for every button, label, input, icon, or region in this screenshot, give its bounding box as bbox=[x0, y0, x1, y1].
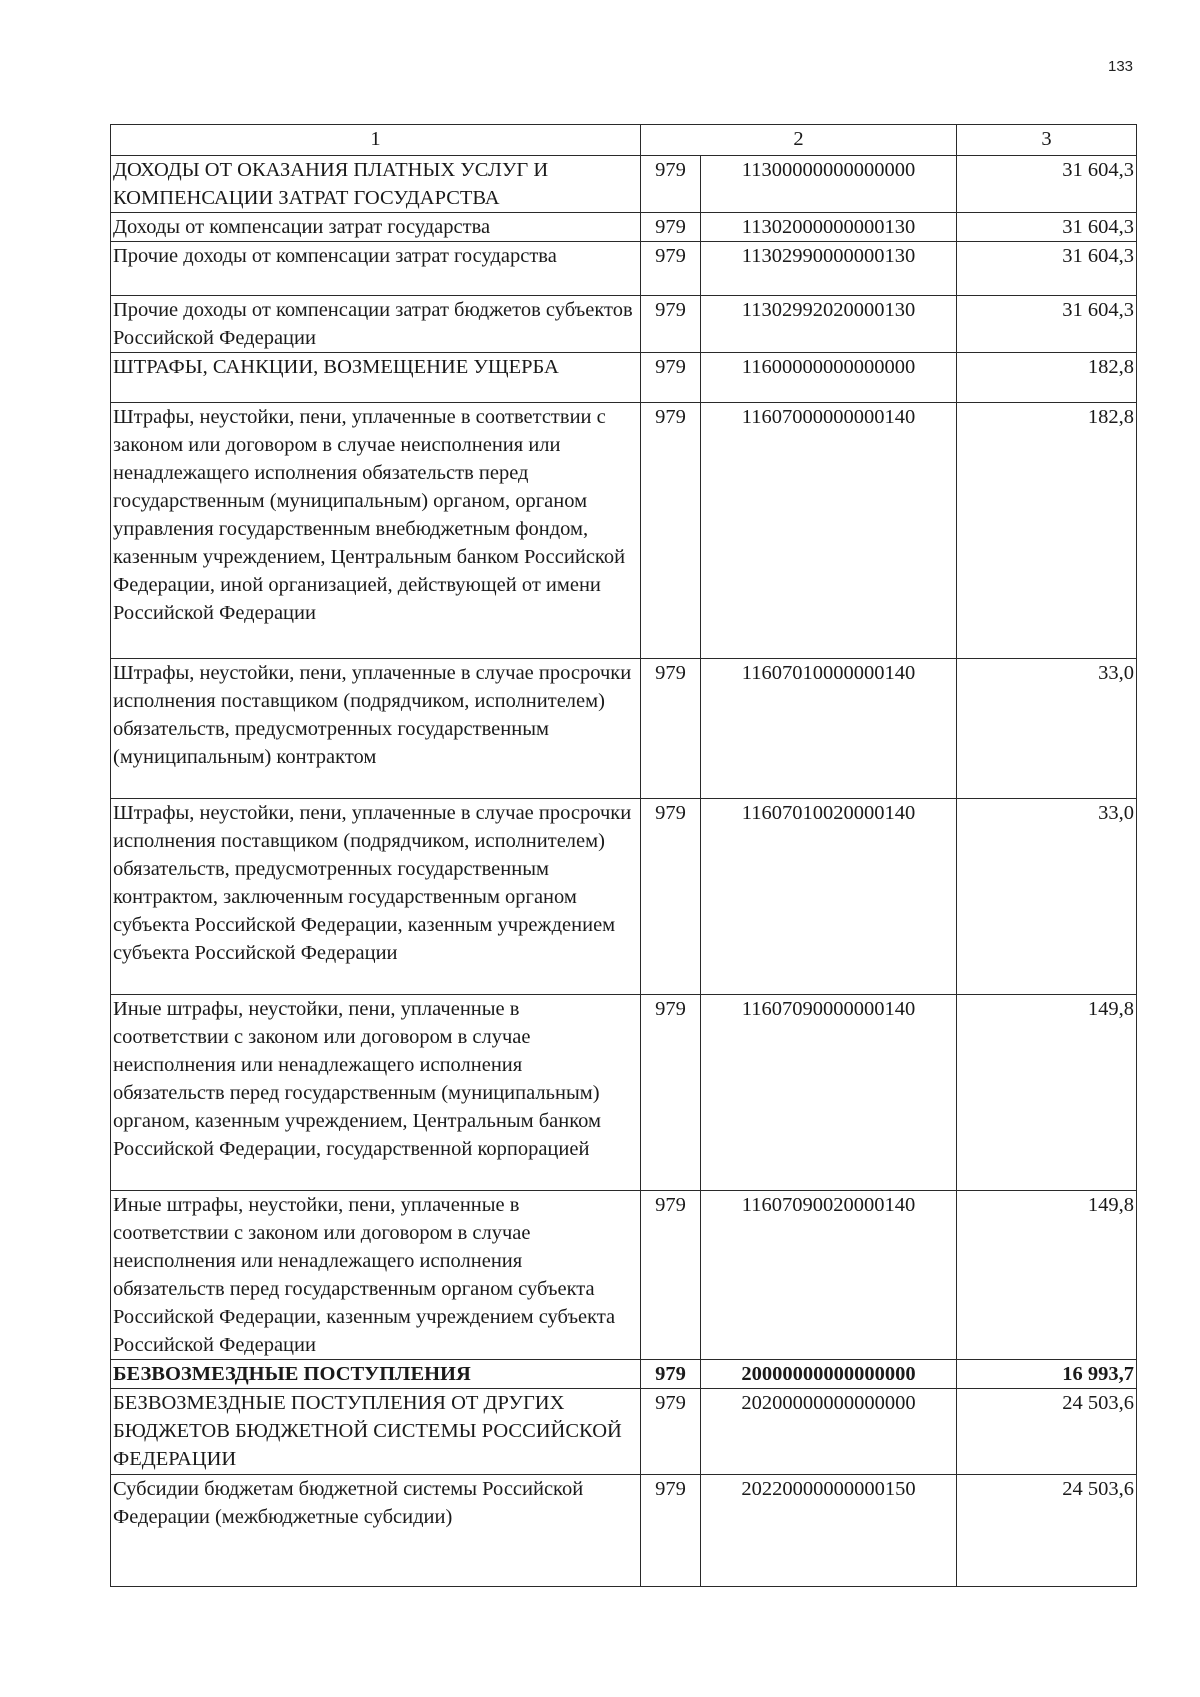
row-name: Иные штрафы, неустойки, пени, уплаченные в соответствии с законом или договором в случае неисполнения или ненадлежащего исполнения обязательств перед государственным органом субъекта Российской Федерации, казенным учреждением субъекта Российской Федерации bbox=[111, 1191, 641, 1360]
header-col-2: 2 bbox=[641, 125, 957, 156]
row-name: Прочие доходы от компенсации затрат государства bbox=[111, 242, 641, 296]
row-name: БЕЗВОЗМЕЗДНЫЕ ПОСТУПЛЕНИЯ ОТ ДРУГИХ БЮДЖЕТОВ БЮДЖЕТНОЙ СИСТЕМЫ РОССИЙСКОЙ ФЕДЕРАЦИИ bbox=[111, 1389, 641, 1475]
table-row bbox=[111, 213, 1137, 242]
row-admin-code: 979 bbox=[641, 1360, 701, 1389]
row-budget-code: 11600000000000000 bbox=[701, 353, 957, 403]
row-admin-code: 979 bbox=[641, 353, 701, 403]
row-name: Штрафы, неустойки, пени, уплаченные в случае просрочки исполнения поставщиком (подрядчиком, исполнителем) обязательств, предусмотренных государственным контрактом, заключенным государственным органом субъекта Российской Федерации, казенным учреждением субъекта Российской Федерации bbox=[111, 799, 641, 995]
table-row bbox=[111, 296, 1137, 353]
row-name: ШТРАФЫ, САНКЦИИ, ВОЗМЕЩЕНИЕ УЩЕРБА bbox=[111, 353, 641, 403]
row-admin-code: 979 bbox=[641, 1389, 701, 1475]
table-row bbox=[111, 995, 1137, 1191]
row-name: Прочие доходы от компенсации затрат бюджетов субъектов Российской Федерации bbox=[111, 296, 641, 353]
row-amount: 31 604,3 bbox=[957, 156, 1137, 213]
row-budget-code: 11300000000000000 bbox=[701, 156, 957, 213]
row-amount: 182,8 bbox=[957, 353, 1137, 403]
table-row bbox=[111, 1191, 1137, 1360]
row-amount: 33,0 bbox=[957, 659, 1137, 799]
page-number: 133 bbox=[1108, 58, 1134, 75]
row-budget-code: 11302990000000130 bbox=[701, 242, 957, 296]
row-name: Штрафы, неустойки, пени, уплаченные в соответствии с законом или договором в случае неисполнения или ненадлежащего исполнения обязательств перед государственным (муниципальным) органом, органом управления государственным внебюджетным фондом, казенным учреждением, Центральным банком Российской Федерации, иной организацией, действующей от имени Российской Федерации bbox=[111, 403, 641, 659]
table-row bbox=[111, 242, 1137, 296]
table-row bbox=[111, 659, 1137, 799]
row-admin-code: 979 bbox=[641, 799, 701, 995]
row-admin-code: 979 bbox=[641, 242, 701, 296]
row-amount: 24 503,6 bbox=[957, 1475, 1137, 1587]
table-row bbox=[111, 353, 1137, 403]
table-header-row bbox=[111, 125, 1137, 156]
row-name: Субсидии бюджетам бюджетной системы Российской Федерации (межбюджетные субсидии) bbox=[111, 1475, 641, 1587]
row-amount: 182,8 bbox=[957, 403, 1137, 659]
row-admin-code: 979 bbox=[641, 213, 701, 242]
row-name: Штрафы, неустойки, пени, уплаченные в случае просрочки исполнения поставщиком (подрядчиком, исполнителем) обязательств, предусмотренных государственным (муниципальным) контрактом bbox=[111, 659, 641, 799]
row-budget-code: 11607010020000140 bbox=[701, 799, 957, 995]
row-amount: 149,8 bbox=[957, 995, 1137, 1191]
row-name: Иные штрафы, неустойки, пени, уплаченные в соответствии с законом или договором в случае неисполнения или ненадлежащего исполнения обязательств перед государственным (муниципальным) органом, казенным учреждением, Центральным банком Российской Федерации, государственной корпорацией bbox=[111, 995, 641, 1191]
row-amount: 31 604,3 bbox=[957, 213, 1137, 242]
row-budget-code: 11607090000000140 bbox=[701, 995, 957, 1191]
row-budget-code: 20220000000000150 bbox=[701, 1475, 957, 1587]
table-row bbox=[111, 156, 1137, 213]
row-budget-code: 11607000000000140 bbox=[701, 403, 957, 659]
row-amount: 24 503,6 bbox=[957, 1389, 1137, 1475]
row-name: ДОХОДЫ ОТ ОКАЗАНИЯ ПЛАТНЫХ УСЛУГ И КОМПЕНСАЦИИ ЗАТРАТ ГОСУДАРСТВА bbox=[111, 156, 641, 213]
row-name: БЕЗВОЗМЕЗДНЫЕ ПОСТУПЛЕНИЯ bbox=[111, 1360, 641, 1389]
header-col-3: 3 bbox=[957, 125, 1137, 156]
row-budget-code: 20000000000000000 bbox=[701, 1360, 957, 1389]
header-col-1: 1 bbox=[111, 125, 641, 156]
table-row bbox=[111, 403, 1137, 659]
table-row-total bbox=[111, 1360, 1137, 1389]
row-budget-code: 11302000000000130 bbox=[701, 213, 957, 242]
row-admin-code: 979 bbox=[641, 296, 701, 353]
row-admin-code: 979 bbox=[641, 1191, 701, 1360]
table-row bbox=[111, 799, 1137, 995]
row-amount: 31 604,3 bbox=[957, 296, 1137, 353]
table-row bbox=[111, 1389, 1137, 1475]
row-budget-code: 11607090020000140 bbox=[701, 1191, 957, 1360]
row-admin-code: 979 bbox=[641, 995, 701, 1191]
row-admin-code: 979 bbox=[641, 1475, 701, 1587]
row-name: Доходы от компенсации затрат государства bbox=[111, 213, 641, 242]
table-row bbox=[111, 1475, 1137, 1587]
row-budget-code: 11607010000000140 bbox=[701, 659, 957, 799]
row-admin-code: 979 bbox=[641, 403, 701, 659]
row-admin-code: 979 bbox=[641, 156, 701, 213]
row-amount: 33,0 bbox=[957, 799, 1137, 995]
row-budget-code: 11302992020000130 bbox=[701, 296, 957, 353]
row-admin-code: 979 bbox=[641, 659, 701, 799]
row-amount: 149,8 bbox=[957, 1191, 1137, 1360]
row-amount: 16 993,7 bbox=[957, 1360, 1137, 1389]
row-amount: 31 604,3 bbox=[957, 242, 1137, 296]
revenue-table bbox=[110, 124, 1137, 1587]
row-budget-code: 20200000000000000 bbox=[701, 1389, 957, 1475]
